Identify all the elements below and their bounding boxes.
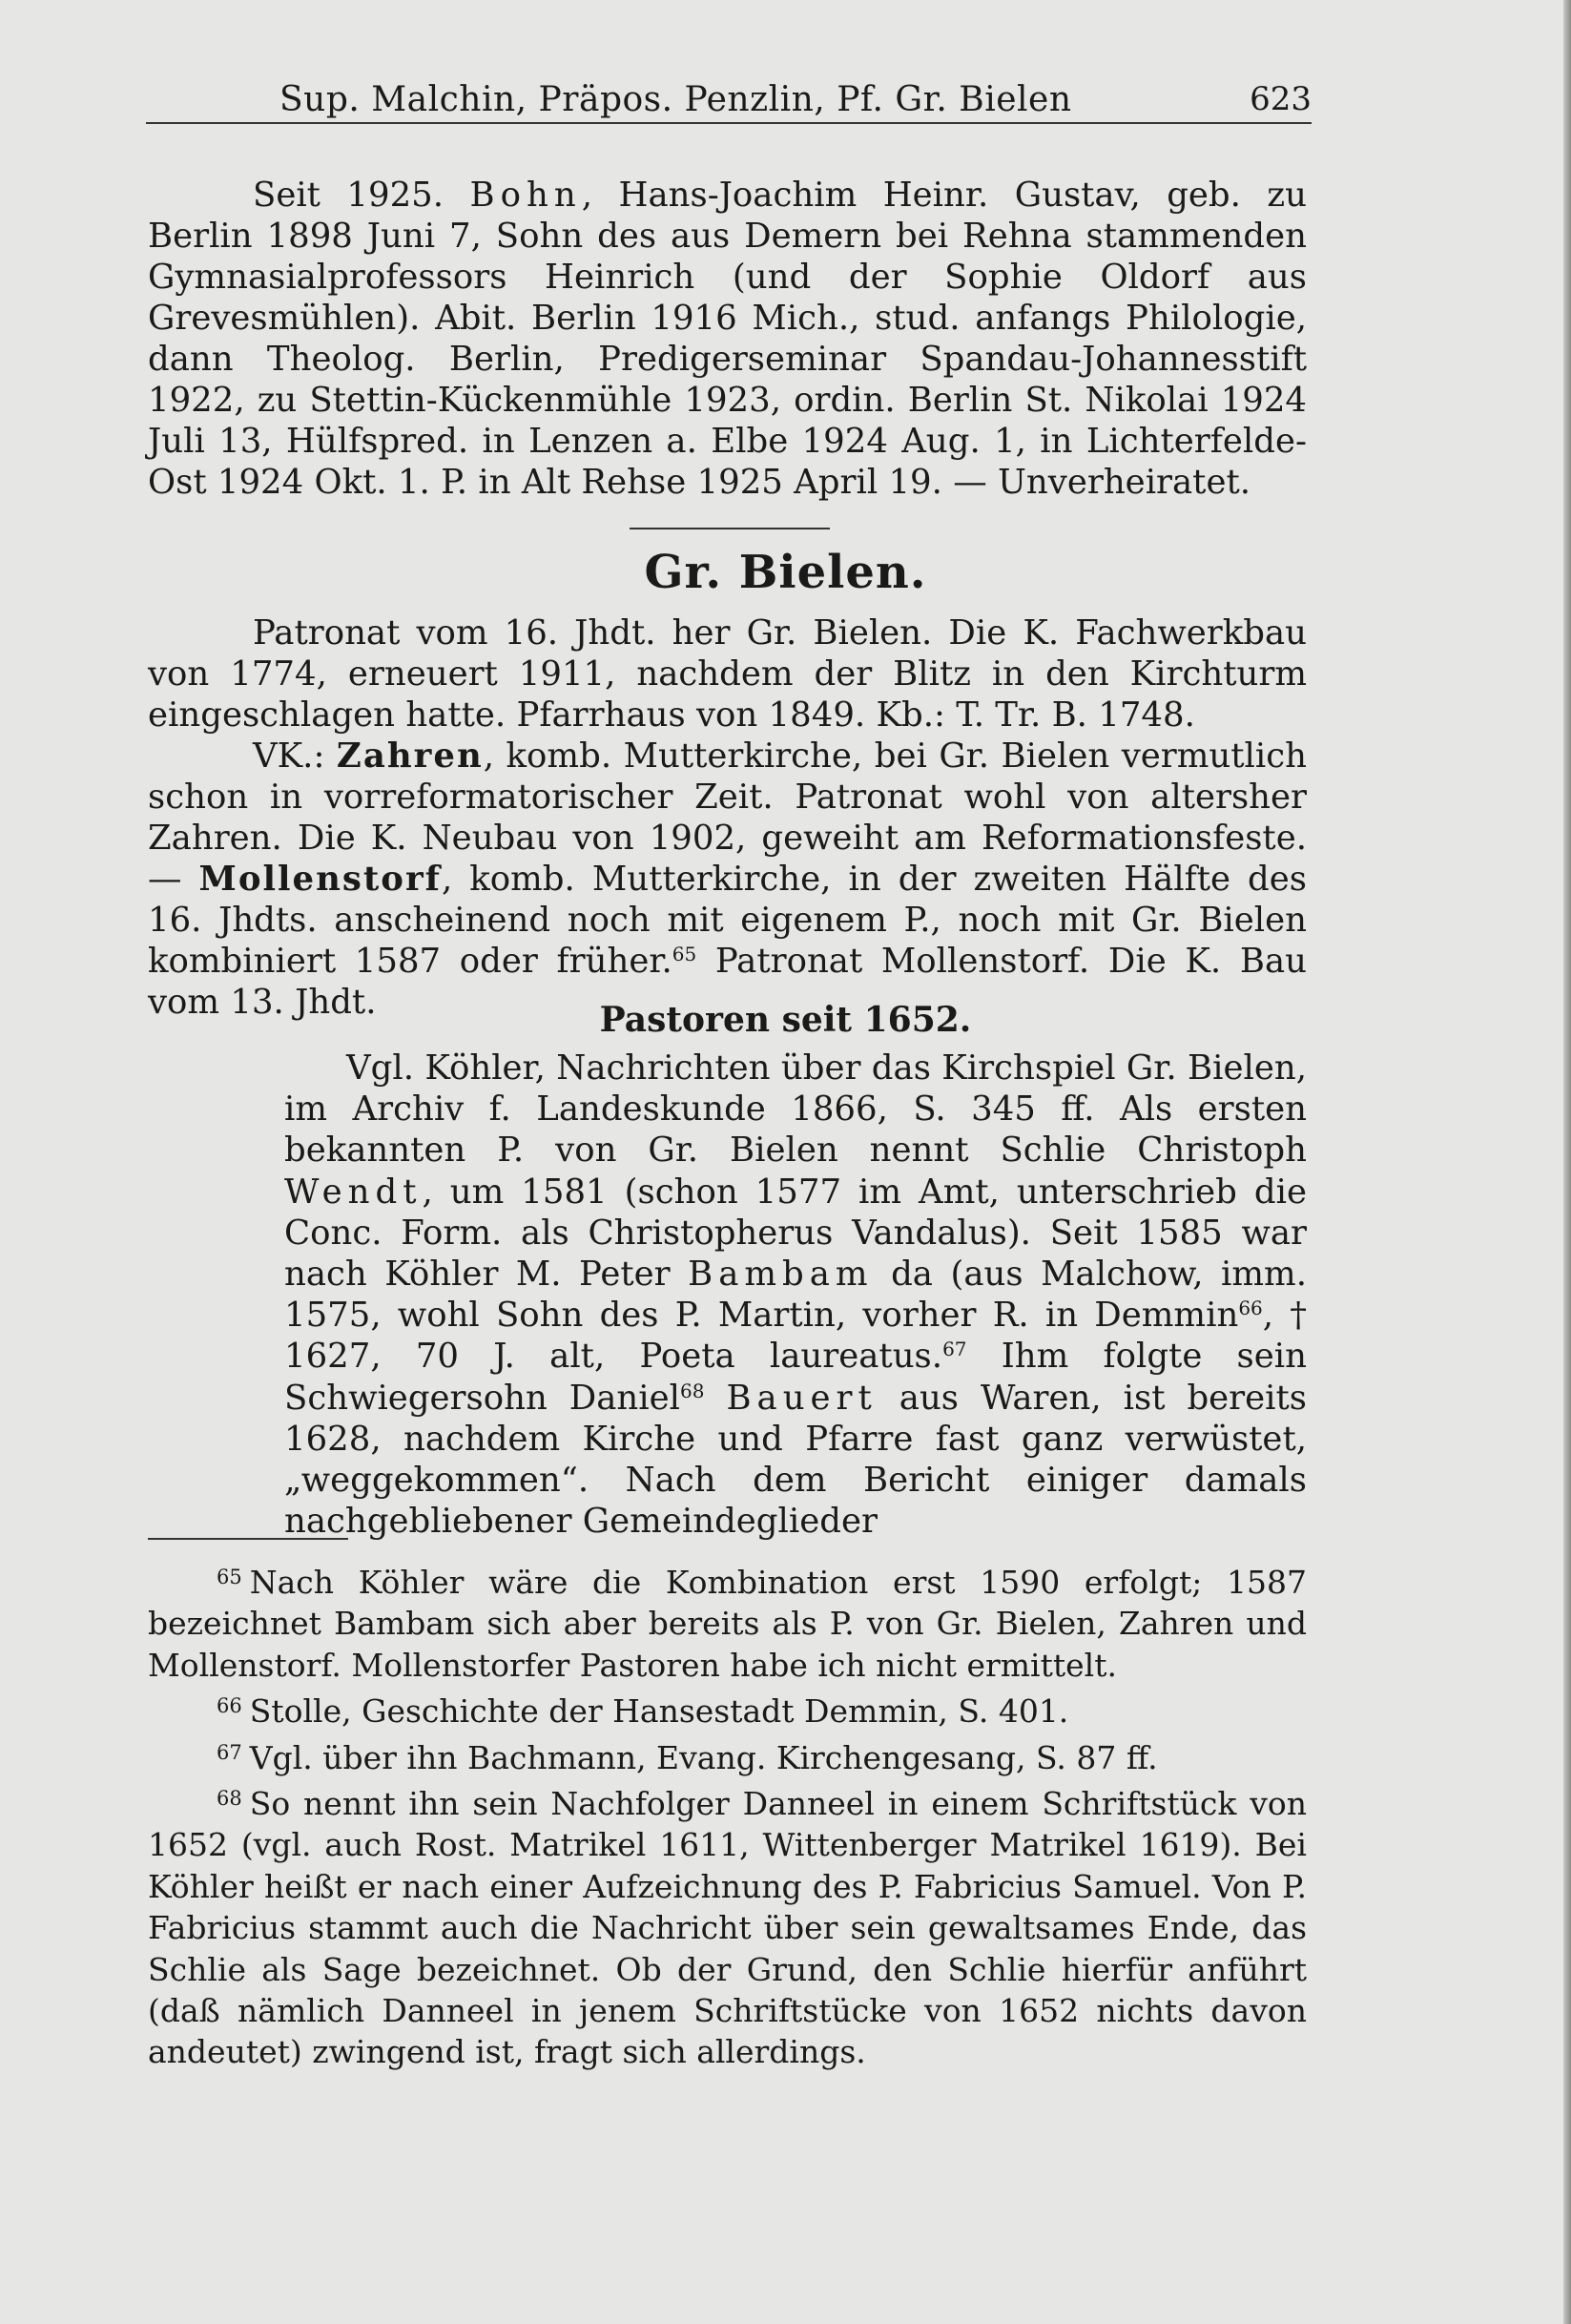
vk-text-3: Patronat Mollenstorf. Die K. Bau vom 13. Jhdt. xyxy=(148,942,1307,1022)
footnote-ref-65: 65 xyxy=(672,943,697,965)
section-heading: Gr. Bielen. xyxy=(644,546,927,599)
footnote xyxy=(148,1557,1307,1686)
vk-place-mollenstorf: Mollenstorf xyxy=(198,860,442,899)
section-divider xyxy=(630,528,830,529)
entry-name: Bohn xyxy=(469,176,582,215)
footnote-number: 65 xyxy=(217,1566,242,1588)
footnote-ref-68: 68 xyxy=(680,1379,705,1402)
entry-bohn-paragraph xyxy=(148,175,1307,503)
vk-text-1: , komb. Mutterkirche, bei Gr. Bielen vermutlich schon in vorreformatorischer Zeit. Patronat wohl von altersher Zahren. Die K. Neubau von 1902, geweiht am Reformationsfeste. — xyxy=(148,737,1308,899)
vk-paragraph xyxy=(148,736,1307,1023)
footnote-number: 66 xyxy=(217,1694,242,1718)
entry-bohn xyxy=(148,175,1307,503)
vk-text-2: , komb. Mutterkirche, in der zweiten Hälfte des 16. Jhdts. anscheinend noch mit eigenem P., noch mit Gr. Bielen kombiniert 1587 oder früher. xyxy=(148,860,1307,981)
footnote-text: Vgl. über ihn Bachmann, Evang. Kirchengesang, S. 87 ff. xyxy=(249,1738,1158,1776)
name-bambam: Bambam xyxy=(688,1255,874,1295)
running-header xyxy=(146,74,1312,124)
footnote-ref-67: 67 xyxy=(942,1338,967,1361)
footnote xyxy=(148,1778,1307,2073)
footnote-ref-66: 66 xyxy=(1238,1297,1263,1320)
pastors-text-1: Vgl. Köhler, Nachrichten über das Kirchspiel Gr. Bielen, im Archiv f. Landeskunde 1866, S. 345 ff. Als ersten bekannten P. von Gr. Bielen nennt Schlie Christoph xyxy=(284,1048,1307,1171)
page-number: 623 xyxy=(1250,80,1312,118)
page-edge-shadow xyxy=(1563,0,1571,2324)
footnote-text: Stolle, Geschichte der Hansestadt Demmin, S. 401. xyxy=(249,1692,1069,1731)
vk-place-zahren: Zahren xyxy=(336,737,484,776)
footnotes xyxy=(148,1557,1307,2073)
pastors-heading: Pastoren seit 1652. xyxy=(599,1000,972,1040)
pastors-text-7: aus Waren, ist bereits 1628, nachdem Kirche und Pfarre fast ganz verwüstet, „weggekommen“. Nach dem Bericht einiger damals nachgebliebener Gemeindeglieder xyxy=(284,1378,1307,1542)
footnote-text: So nennt ihn sein Nachfolger Danneel in einem Schriftstück von 1652 (vgl. auch Rost. Matrikel 1611, Wittenberger Matrikel 1619). Bei Köhler heißt er nach einer Aufzeichnung des P. Fabricius Samuel. Von P. Fabricius stammt auch die Nachricht über sein gewaltsames Ende, das Schlie als Sage bezeichnet. Ob der Grund, den Schlie hierfür anführt (daß nämlich Danneel in jenem Schriftstücke von 1652 nichts davon andeutet) zwingend ist, fragt sich allerdings. xyxy=(148,1785,1307,2071)
vk-label: VK.: xyxy=(253,737,337,776)
pastors-text-3: da (aus Malchow, imm. 1575, wohl Sohn des P. Martin, vorher R. in Demmin xyxy=(284,1255,1307,1336)
parish-description xyxy=(148,612,1307,1023)
pastors-quote xyxy=(284,1048,1307,1542)
pastors-text-4: , † 1627, 70 J. alt, Poeta laureatus. xyxy=(284,1296,1307,1377)
footnote-text: Nach Köhler wäre die Kombination erst 1590 erfolgt; 1587 bezeichnet Bambam sich aber bereits als P. von Gr. Bielen, Zahren und Mollenstorf. Mollenstorfer Pastoren habe ich nicht ermittelt. xyxy=(148,1564,1307,1684)
footnote xyxy=(148,1733,1307,1778)
entry-text: , Hans-Joachim Heinr. Gustav, geb. zu Berlin 1898 Juni 7, Sohn des aus Demern bei Rehna stammenden Gymnasialprofessors Heinrich (und der Sophie Oldorf aus Grevesmühlen). Abit. Berlin 1916 Mich., stud. anfangs Philologie, dann Theolog. Berlin, Predigerseminar Spandau-Johannesstift 1922, zu Stettin-Kückenmühle 1923, ordin. Berlin St. Nikolai 1924 Juli 13, Hülfspred. in Lenzen a. Elbe 1924 Aug. 1, in Lichterfelde-Ost 1924 Okt. 1. P. in Alt Rehse 1925 April 19. — Unverheiratet. xyxy=(148,176,1307,502)
footnote-rule xyxy=(148,1538,348,1540)
footnote-number: 67 xyxy=(217,1740,242,1764)
name-wendt: Wendt xyxy=(284,1172,423,1212)
entry-lead: Seit 1925. xyxy=(253,176,470,215)
footnote-number: 68 xyxy=(217,1787,242,1811)
pastors-text-6 xyxy=(704,1379,726,1418)
footnote xyxy=(148,1686,1307,1732)
name-bauert: Bauert xyxy=(726,1378,878,1418)
patronat-paragraph: Patronat vom 16. Jhdt. her Gr. Bielen. Die K. Fachwerkbau von 1774, erneuert 1911, nachdem der Blitz in den Kirchturm eingeschlagen hatte. Pfarrhaus von 1849. Kb.: T. Tr. B. 1748. xyxy=(148,613,1307,735)
pastors-text-5: Ihm folgte sein Schwiegersohn Daniel xyxy=(284,1337,1307,1418)
pastors-text-2: , um 1581 (schon 1577 im Amt, unterschrieb die Conc. Form. als Christopherus Vandalus). Seit 1585 war nach Köhler M. Peter xyxy=(284,1172,1307,1295)
header-title: Sup. Malchin, Präpos. Penzlin, Pf. Gr. Bielen xyxy=(279,80,1072,119)
